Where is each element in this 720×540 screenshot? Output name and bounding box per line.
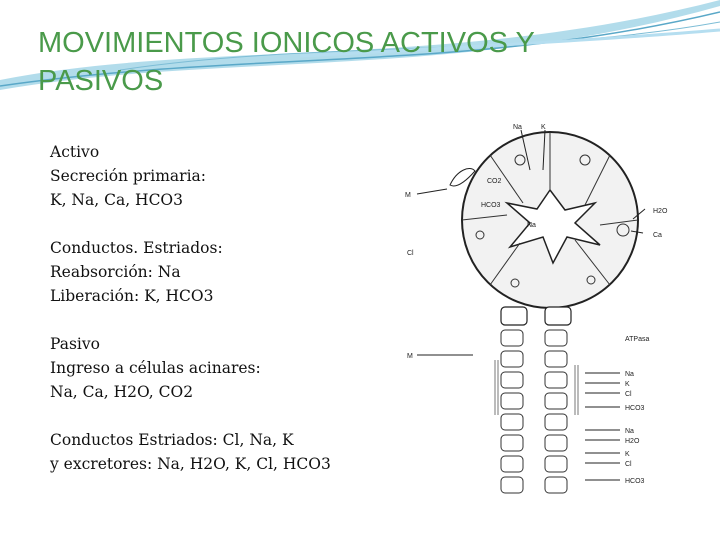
label-k: K: [541, 124, 546, 131]
label-co2: CO2: [487, 178, 502, 185]
section-active: [50, 140, 430, 212]
text-line: Conductos Estriados: Cl, Na, K: [50, 431, 294, 449]
label-ion: H2O: [625, 438, 640, 445]
section-striated-excretory: [50, 428, 430, 476]
label-ion: HCO3: [625, 405, 645, 412]
label-hco3: HCO3: [481, 202, 501, 209]
text-line: Conductos. Estriados:: [50, 239, 223, 257]
label-ion: HCO3: [625, 478, 645, 485]
text-line: Ingreso a células acinares:: [50, 359, 261, 377]
label-ion: Cl: [625, 461, 632, 468]
text-line: Activo: [50, 143, 100, 161]
text-line: y excretores: Na, H2O, K, Cl, HCO3: [50, 455, 331, 473]
salivary-gland-diagram: [395, 115, 685, 515]
text-line: Pasivo: [50, 335, 100, 353]
text-line: Na, Ca, H2O, CO2: [50, 383, 194, 401]
label-cl: Cl: [407, 250, 414, 257]
label-ion: Na: [625, 428, 634, 435]
slide-title: MOVIMIENTOS IONICOS ACTIVOS Y PASIVOS: [38, 27, 535, 97]
label-ion: Na: [625, 371, 634, 378]
text-line: Reabsorción: Na: [50, 263, 181, 281]
section-passive: [50, 332, 430, 404]
label-h2o: H2O: [653, 208, 668, 215]
label-ca: Ca: [653, 232, 662, 239]
label-m: M: [405, 192, 411, 199]
label-ion: Cl: [625, 391, 632, 398]
label-na-inner: Na: [527, 222, 536, 229]
label-m-lower: M: [407, 353, 413, 360]
label-ion: K: [625, 451, 630, 458]
label-na: Na: [513, 124, 522, 131]
slide-body: [50, 140, 430, 500]
text-line: K, Na, Ca, HCO3: [50, 191, 183, 209]
text-line: Secreción primaria:: [50, 167, 206, 185]
text-line: Liberación: K, HCO3: [50, 287, 214, 305]
label-ion: K: [625, 381, 630, 388]
label-atpasa: ATPasa: [625, 336, 650, 343]
section-ducts: [50, 236, 430, 308]
